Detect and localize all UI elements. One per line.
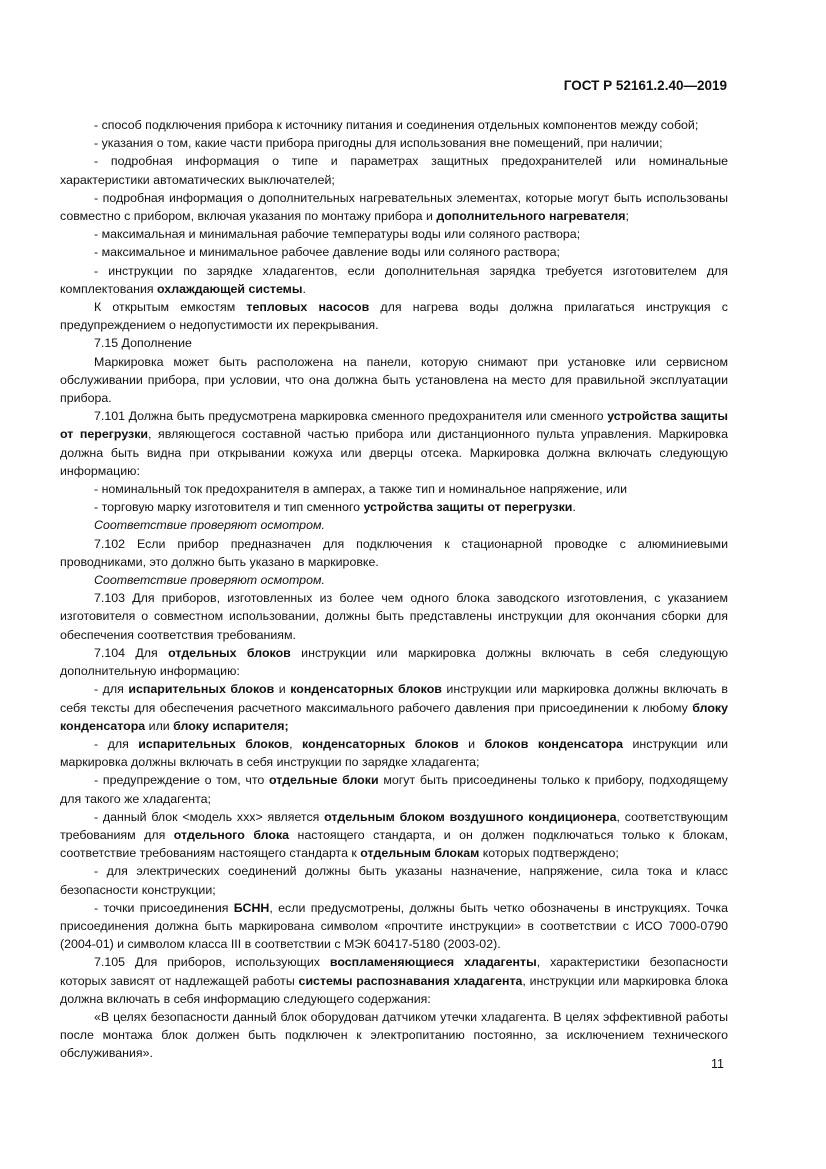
bold-term: дополнительного нагревателя	[436, 209, 626, 224]
text-run: , соответствующим требованиям для	[60, 809, 729, 842]
paragraph	[60, 353, 728, 408]
paragraph	[60, 589, 728, 644]
paragraph	[60, 1008, 728, 1063]
bold-term: блоку конденсатора	[60, 700, 728, 733]
bold-term: блоков конденсатора	[484, 736, 624, 751]
text-run: 7.101 Должна быть предусмотрена маркировка сменного предохранителя или сменного	[94, 409, 608, 424]
text-run: К открытым емкостям	[94, 300, 247, 315]
bold-term: тепловых насосов	[246, 300, 370, 315]
text-run: , если предусмотрены, должны быть четко обозначены в инструкциях. Точка присоединения должна быть маркирована символом «прочтите инструкции» в соответствии с ИСО 7000-0790 (2004-01) и символом класса III в соответствии с МЭК 60417-5180 (2003-02).	[60, 900, 728, 952]
text-run: ;	[625, 209, 629, 224]
bold-term: отдельных блоков	[168, 645, 291, 660]
text-run: Соответствие проверяют осмотром.	[94, 573, 325, 588]
bold-term: отдельного блока	[173, 827, 290, 842]
paragraph	[60, 498, 728, 516]
text-run: , характеристики безопасности которых зависят от надлежащей работы	[60, 955, 728, 988]
paragraph	[60, 262, 728, 298]
text-run: 7.105 Для приборов, использующих	[94, 955, 330, 970]
paragraph	[60, 407, 728, 480]
bold-term: блоку испарителя;	[173, 718, 289, 733]
text-run: 7.15 Дополнение	[94, 336, 192, 351]
text-run: , являющегося составной частью прибора или дистанционного пульта управления. Маркировка должна быть видна при открывании кожуха или дверцы отсека. Маркировка должна включать следующую информацию:	[60, 427, 728, 478]
text-run: - максимальное и минимальное рабочее давление воды или соляного раствора;	[94, 245, 560, 260]
text-run: которых подтверждено;	[479, 846, 619, 861]
text-run: инструкции или маркировка должны включать в себя следующую дополнительную информацию:	[60, 645, 728, 679]
bold-term: устройства защиты от перегрузки	[363, 500, 573, 515]
paragraph	[60, 134, 728, 152]
text-run: - точки присоединения	[94, 900, 234, 915]
text-run: 7.104 Для	[94, 645, 169, 660]
text-run: - инструкции по зарядке хладагентов, если дополнительная зарядка требуется изготовителем для комплектования	[60, 263, 728, 296]
bold-term: устройства защиты от перегрузки	[60, 409, 728, 442]
text-run: инструкции или маркировка должны включать в себя тексты для обеспечения расчетного максимального рабочего давления при присоединении к любому	[60, 682, 729, 715]
text-run: - для электрических соединений должны быть указаны назначение, напряжение, сила тока и класс безопасности конструкции;	[60, 864, 728, 897]
paragraph	[60, 225, 728, 243]
paragraph	[60, 334, 728, 352]
paragraph	[60, 189, 728, 225]
text-run: «В целях безопасности данный блок оборудован датчиком утечки хладагента. В целях эффективной работы после монтажа блок должен быть подключен к электропитанию постоянно, за исключением технического обслуживания».	[60, 1009, 728, 1061]
text-run: 7.103 Для приборов, изготовленных из более чем одного блока заводского изготовления, с указанием изготовителя о совместном использовании, должны быть представлены инструкции для окончания сборки для обеспечения соответствия требованиям.	[60, 591, 728, 642]
paragraph	[60, 680, 728, 735]
text-run: - способ подключения прибора к источнику питания и соединения отдельных компонентов между собой;	[94, 118, 699, 132]
document-body	[60, 116, 728, 1063]
paragraph	[60, 298, 728, 334]
text-run: - предупреждение о том, что	[94, 773, 270, 788]
text-run: инструкции или маркировка должны включать в себя инструкции по зарядке хладагента;	[60, 736, 729, 770]
bold-term: отдельным блоком воздушного кондиционера	[324, 809, 617, 824]
paragraph	[60, 152, 728, 188]
bold-term: охлаждающей системы	[157, 281, 303, 296]
paragraph	[60, 516, 728, 534]
text-run: - для	[94, 736, 139, 751]
bold-term: отдельным блокам	[360, 846, 480, 861]
paragraph	[60, 480, 728, 498]
bold-term: испарительных блоков	[128, 682, 275, 697]
text-run: - торговую марку изготовителя и тип сменного	[94, 500, 364, 515]
text-run: - номинальный ток предохранителя в амперах, а также тип и номинальное напряжение, или	[94, 482, 628, 497]
bold-term: отдельные блоки	[269, 773, 379, 788]
paragraph	[60, 116, 728, 134]
text-run: или	[145, 718, 174, 733]
text-run: - подробная информация о типе и параметрах защитных предохранителей или номинальные характеристики автоматических выключателей;	[60, 154, 728, 187]
paragraph	[60, 735, 728, 771]
paragraph	[60, 243, 728, 261]
bold-term: испарительных блоков	[138, 736, 290, 751]
document-header-standard: ГОСТ Р 52161.2.40—2019	[563, 78, 727, 93]
text-run: Соответствие проверяют осмотром.	[94, 518, 325, 533]
text-run: - для	[94, 682, 129, 697]
page-number: 11	[711, 1057, 724, 1071]
text-run: для нагрева воды должна прилагаться инструкция с предупреждением о недопустимости их перекрывания.	[60, 300, 728, 333]
bold-term: конденсаторных блоков	[290, 682, 442, 697]
text-run: - данный блок <модель ххх> является	[94, 809, 325, 824]
paragraph	[60, 953, 728, 1008]
text-run: могут быть присоединены только к прибору, подходящему для такого же хладагента;	[60, 773, 729, 806]
text-run: - указания о том, какие части прибора пригодны для использования вне помещений, при наличии;	[94, 136, 663, 151]
bold-term: конденсаторных блоков	[302, 736, 459, 751]
bold-term: системы распознавания хладагента	[298, 973, 523, 988]
bold-term: воспламеняющиеся хладагенты	[329, 955, 537, 970]
text-run: .	[302, 281, 306, 296]
paragraph	[60, 862, 728, 898]
bold-term: БСНН	[233, 900, 270, 915]
text-run: - подробная информация о дополнительных нагревательных элементах, которые могут быть использованы совместно с прибором, включая указания по монтажу прибора и	[60, 190, 728, 224]
paragraph	[60, 535, 728, 571]
paragraph	[60, 571, 728, 589]
text-run: ,	[289, 736, 303, 751]
text-run: , инструкции или маркировка блока должна включать в себя информацию следующего содержания:	[60, 973, 728, 1006]
paragraph	[60, 808, 728, 863]
text-run: - максимальная и минимальная рабочие температуры воды или соляного раствора;	[94, 227, 581, 242]
text-run: .	[572, 500, 576, 515]
text-run: 7.102 Если прибор предназначен для подключения к стационарной проводке с алюминиевыми проводниками, это должно быть указано в маркировке.	[60, 536, 728, 569]
text-run: Маркировка может быть расположена на панели, которую снимают при установке или сервисном обслуживании прибора, при условии, что она должна быть установлена на место для правильной эксплуатации прибора.	[60, 354, 728, 406]
text-run: и	[274, 682, 291, 697]
text-run: и	[458, 736, 485, 751]
paragraph	[60, 644, 728, 680]
text-run: настоящего стандарта, и он должен подключаться только к блокам, соответствие требованиям настоящего стандарта к	[60, 827, 729, 861]
paragraph	[60, 899, 728, 954]
paragraph	[60, 771, 728, 807]
